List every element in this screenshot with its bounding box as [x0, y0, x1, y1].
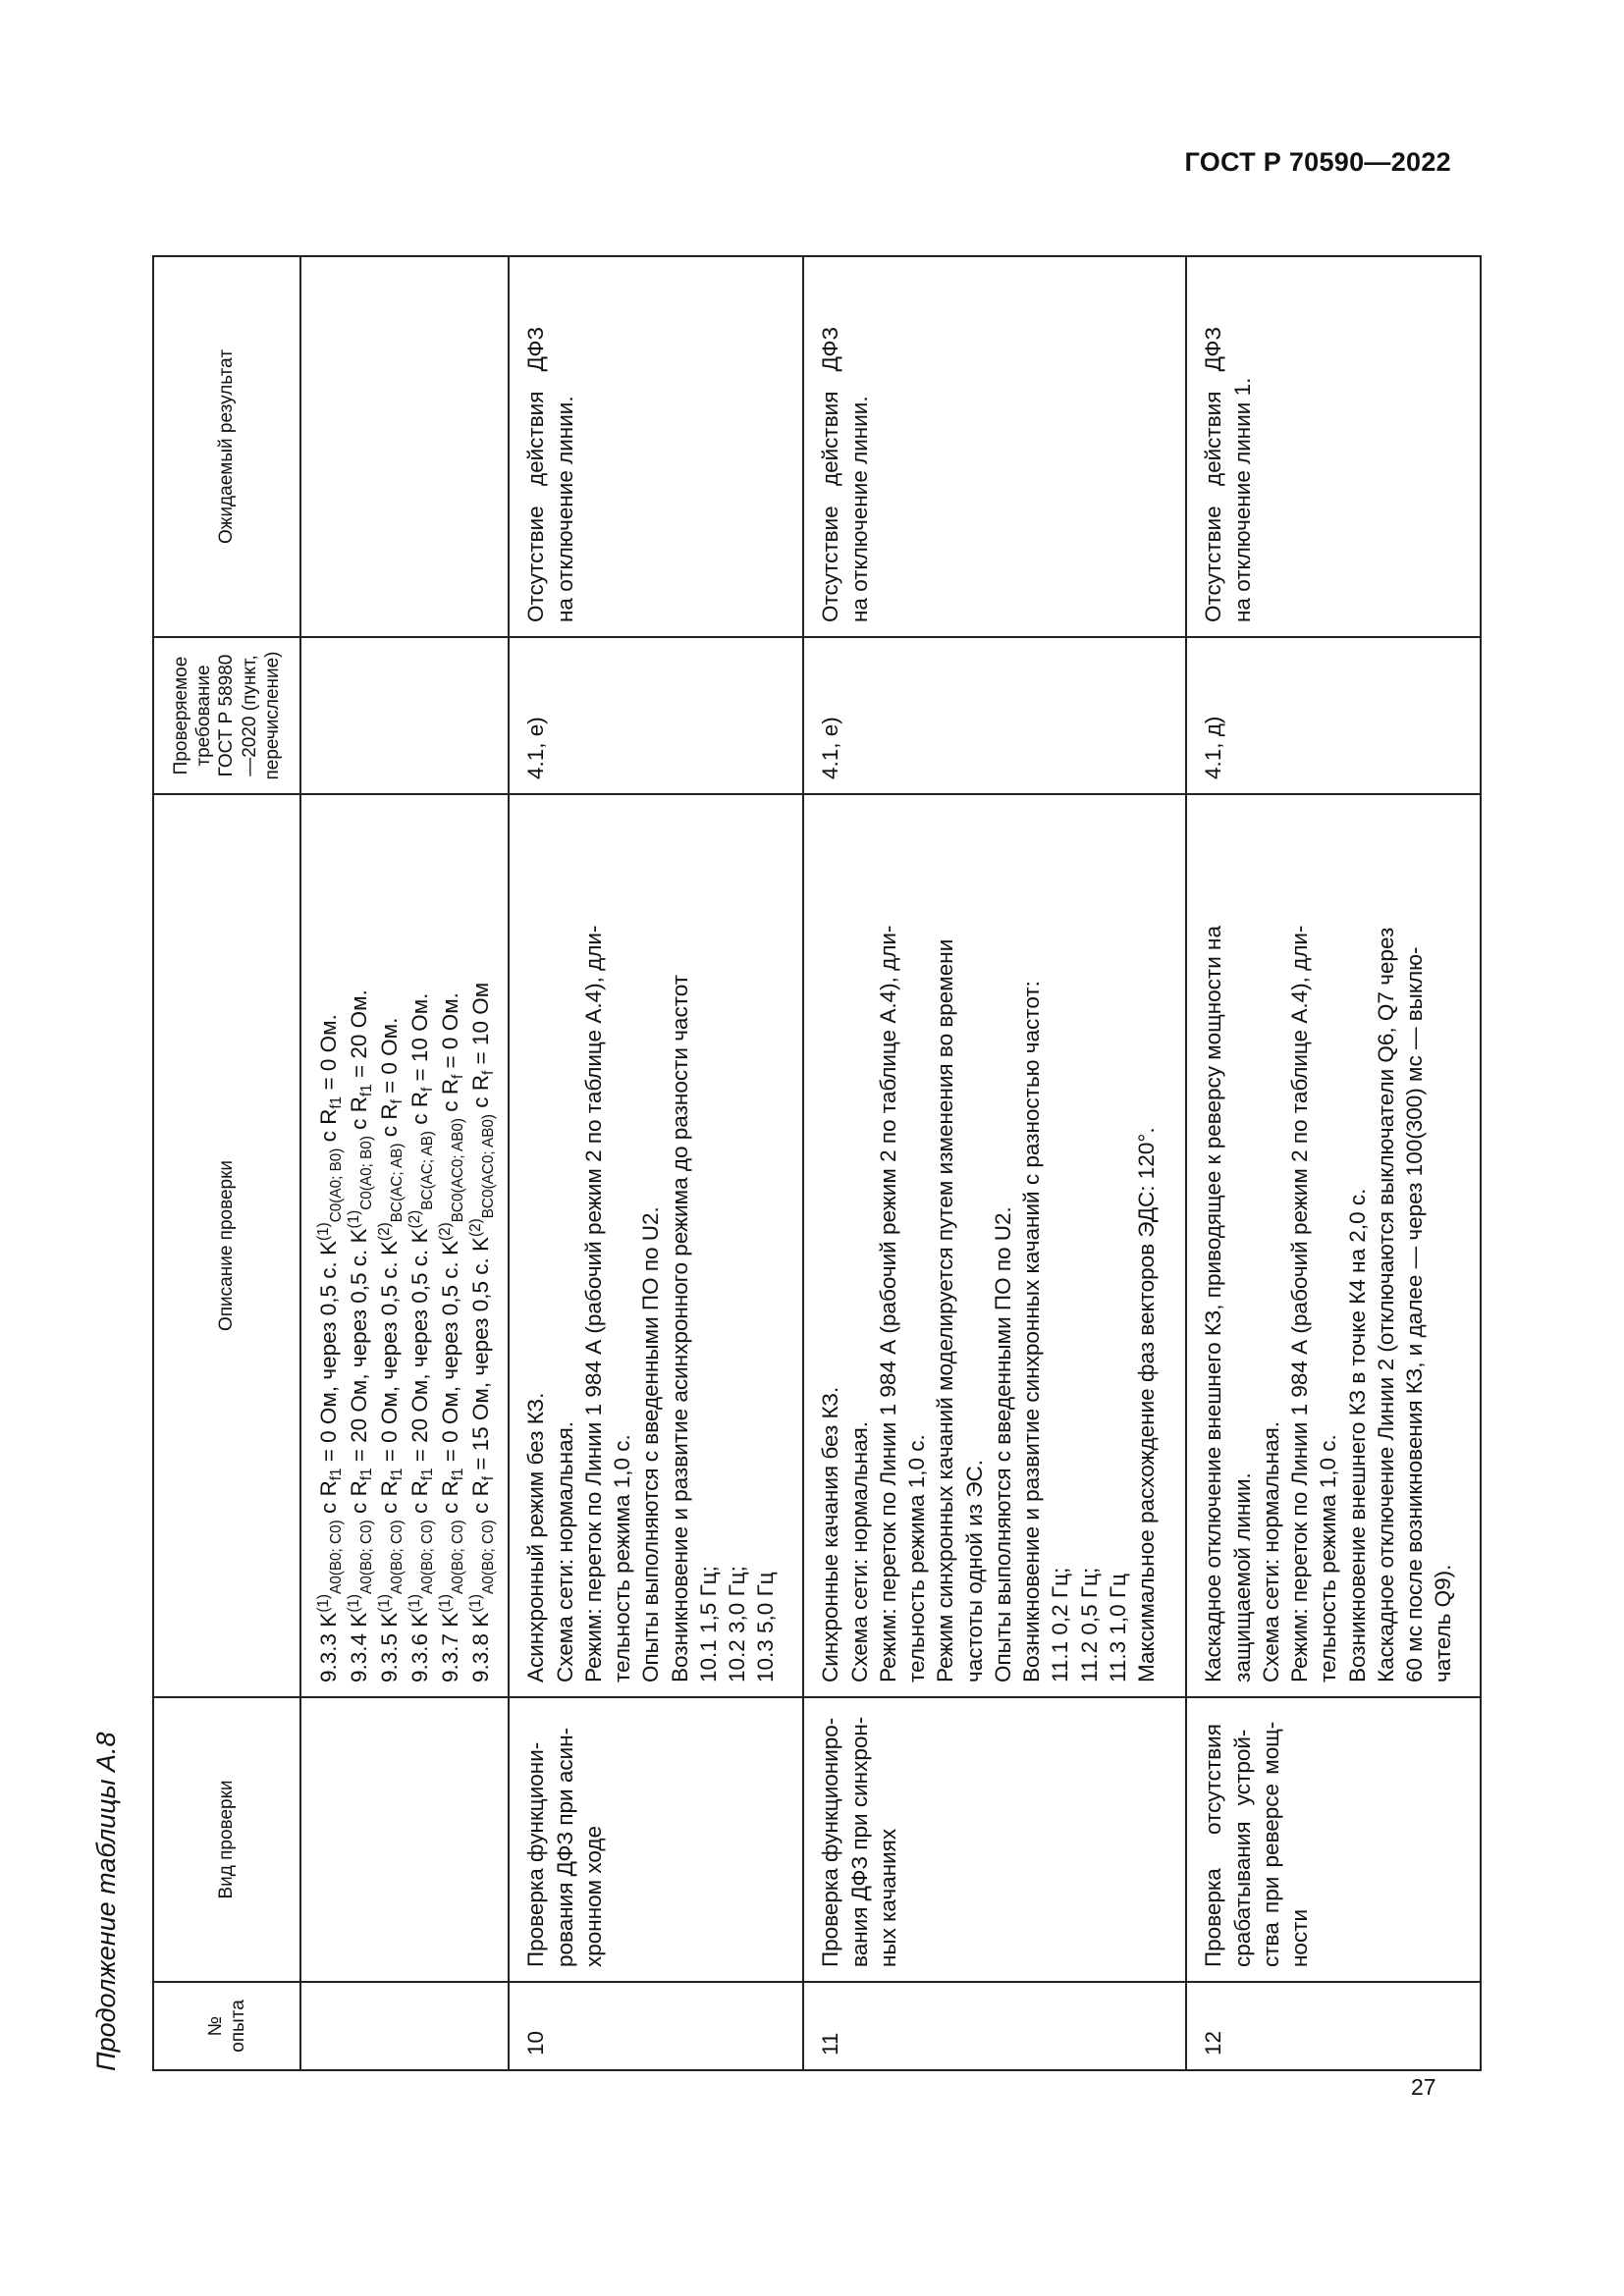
- measure-part: с: [347, 1496, 372, 1521]
- measure-part: K: [438, 1240, 463, 1255]
- measure-part: 20: [347, 1417, 372, 1443]
- desc-line: частоты одной из ЭС.: [961, 1460, 987, 1682]
- rotated-table-block: [91, 231, 1456, 2096]
- measure-part: 0: [438, 1037, 463, 1050]
- measure-part: 0: [438, 1430, 463, 1443]
- page-number: 27: [1411, 2074, 1436, 2100]
- subscript: BC(AC; AB): [388, 1143, 406, 1223]
- measure-part: Ом: [347, 995, 372, 1035]
- measure-part: , через 0,5 с.: [438, 1255, 463, 1393]
- measure-part: R: [407, 1091, 433, 1108]
- measure-part: K: [438, 1612, 463, 1628]
- measure-line: 9.3.7 $K^{(1)}_{A0(B0; C0)}$ с $R_{f1} = 0$ Ом, через 0,5 с. $K^{(2)}_{BC0(AC0; AB0)}$ с $R_f = 0$ Ом.: [437, 992, 467, 1682]
- measure-part: =: [468, 1045, 494, 1071]
- measure-part: , через 0,5 с.: [347, 1243, 372, 1380]
- desc-line: чатель Q9).: [1431, 1564, 1456, 1682]
- measure-part: 0: [316, 1058, 341, 1072]
- measure-part: Ом: [316, 1392, 341, 1431]
- measure-part: 9.3.7: [438, 1632, 463, 1682]
- subscript: f1: [327, 1095, 345, 1109]
- measure-part: K: [377, 1240, 403, 1255]
- measure-part: K: [377, 1612, 403, 1628]
- cell-num: 11: [803, 1982, 1186, 2070]
- subscript: f1: [327, 1468, 345, 1481]
- desc-line: Каскадное отключение внешнего КЗ, приводящее к реверсу мощности на: [1201, 926, 1226, 1682]
- superscript: (1): [376, 1593, 394, 1613]
- desc-line: Схема сети: нормальная.: [846, 1420, 872, 1682]
- superscript: (1): [346, 1593, 363, 1613]
- measure-part: =: [377, 1442, 403, 1468]
- measure-part: 9.3.8: [468, 1632, 494, 1682]
- desc-line: 10.2 3,0 Гц;: [725, 1566, 750, 1682]
- desc-line: 10.3 5,0 Гц: [753, 1572, 779, 1682]
- kind-line: срабатывания устрой-: [1229, 1729, 1255, 1967]
- measure-part: 9.3.6: [407, 1632, 433, 1682]
- cell-result: [509, 256, 803, 637]
- measure-part: K: [468, 1612, 494, 1628]
- desc-line: Синхронные качания без КЗ.: [818, 1386, 843, 1682]
- measure-part: K: [347, 1612, 372, 1628]
- measure-part: =: [407, 1442, 433, 1468]
- cell-requirement: 4.1, д): [1186, 637, 1481, 794]
- cell-requirement: 4.1, е): [803, 637, 1186, 794]
- subscript: f1: [450, 1468, 467, 1481]
- desc-line: тельность режима 1,0 с.: [1316, 1434, 1341, 1682]
- desc-line: Режим: переток по Линии 1 984 А (рабочий режим 2 по таблице А.4), дли-: [875, 925, 900, 1682]
- desc-line: тельность режима 1,0 с.: [610, 1434, 635, 1682]
- standard-code: ГОСТ Р 70590—2022: [1184, 147, 1451, 177]
- cell-kind: [803, 1697, 1186, 1982]
- subscript: f: [388, 1099, 406, 1104]
- measure-part: Ом: [377, 1023, 403, 1063]
- measure-part: R: [377, 1480, 403, 1497]
- kind-line: Проверка отсутствия: [1201, 1724, 1226, 1967]
- measure-part: 10: [468, 1021, 494, 1046]
- desc-line: Возникновение и развитие асинхронного режима до разности частот: [667, 974, 692, 1682]
- measure-part: Ом: [438, 1392, 463, 1431]
- kind-line: ства при реверсе мощ-: [1258, 1721, 1283, 1967]
- measure-part: , через 0,5 с.: [407, 1243, 433, 1380]
- kind-line: ных качаниях: [875, 1828, 900, 1967]
- measure-part: Ом: [468, 1388, 494, 1427]
- cell-desc: [300, 794, 509, 1697]
- measure-part: , через 0,5 с.: [468, 1251, 494, 1389]
- superscript: (1): [315, 1593, 333, 1613]
- subscript: A0(B0; C0): [450, 1520, 467, 1594]
- measure-part: =: [438, 1049, 463, 1075]
- superscript: (2): [406, 1209, 424, 1229]
- subscript: f1: [357, 1084, 375, 1097]
- measure-part: с: [438, 1095, 463, 1118]
- measure-part: R: [438, 1078, 463, 1095]
- kind-line: вания ДФЗ при синхрон-: [846, 1716, 872, 1967]
- desc-line: Максимальное расхождение фаз векторов ЭДС: 120°.: [1134, 1127, 1160, 1682]
- table-row: [803, 256, 1186, 2070]
- desc-line: Режим синхронных качаний моделируется путем изменения во времени: [933, 938, 958, 1682]
- kind-line: ности: [1287, 1908, 1313, 1967]
- subscript: BC0(AC0; AB0): [450, 1117, 467, 1223]
- superscript: (1): [346, 1209, 363, 1229]
- measure-line: 9.3.3 $K^{(1)}_{A0(B0; C0)}$ с $R_{f1} = 0$ Ом, через 0,5 с. $K^{(1)}_{C0(A0; B0)}$ с $R_{f1} = 0$ Ом.: [315, 1014, 345, 1682]
- desc-line: Возникновение и развитие синхронных качаний с разностью частот:: [1019, 981, 1045, 1682]
- cell-num: [300, 1982, 509, 2070]
- measure-part: Ом: [316, 1020, 341, 1059]
- subscript: f1: [388, 1468, 406, 1481]
- superscript: (1): [437, 1593, 455, 1613]
- table-header-row: [153, 256, 300, 2070]
- subscript: A0(B0; C0): [357, 1520, 375, 1594]
- desc-line: 10.1 1,5 Гц;: [695, 1566, 721, 1682]
- subscript: C0(A0; B0): [357, 1136, 375, 1210]
- measure-part: K: [407, 1228, 433, 1244]
- measure-part: Ом: [438, 998, 463, 1038]
- cell-desc: [803, 794, 1186, 1697]
- result-line: Отсутствие действия ДФЗ: [818, 326, 843, 622]
- measure-part: Ом: [468, 982, 494, 1022]
- measure-part: с: [377, 1496, 403, 1521]
- subscript: A0(B0; C0): [480, 1520, 498, 1594]
- measure-part: с: [407, 1496, 433, 1521]
- cell-desc: [509, 794, 803, 1697]
- table-caption: Продолжение таблицы А.8: [91, 1732, 121, 2071]
- cell-num: 12: [1186, 1982, 1481, 2070]
- subscript: BC(AC; AB): [419, 1131, 437, 1210]
- measure-part: 15: [468, 1426, 494, 1452]
- measure-part: 20: [347, 1034, 372, 1059]
- col-header-kind: Вид проверки: [153, 1697, 300, 1982]
- col-header-desc: Описание проверки: [153, 794, 300, 1697]
- measure-part: с: [316, 1124, 341, 1148]
- measure-part: R: [377, 1103, 403, 1120]
- measure-part: 0: [377, 1062, 403, 1075]
- cell-kind: [1186, 1697, 1481, 1982]
- measure-part: K: [316, 1240, 341, 1255]
- measure-part: Ом: [407, 1379, 433, 1418]
- measure-part: , через 0,5 с.: [316, 1255, 341, 1393]
- result-line: Отсутствие действия ДФЗ: [523, 326, 549, 622]
- measure-part: с: [347, 1112, 372, 1137]
- measure-part: 0: [377, 1430, 403, 1443]
- result-line: на отключение линии.: [552, 396, 577, 622]
- measure-part: 10: [407, 1038, 433, 1063]
- desc-line: 11.3 1,0 Гц: [1105, 1574, 1130, 1682]
- desc-line: Режим: переток по Линии 1 984 А (рабочий режим 2 по таблице А.4), дли-: [1287, 925, 1313, 1682]
- desc-line: Опыты выполняются с введенными ПО по U2.: [990, 1206, 1015, 1682]
- measure-line: 9.3.5 $K^{(1)}_{A0(B0; C0)}$ с $R_{f1} = 0$ Ом, через 0,5 с. $K^{(2)}_{BC(AC; AB)}$ с $R_f = 0$ Ом.: [376, 1017, 406, 1682]
- measure-part: 9.3.5: [377, 1632, 403, 1682]
- measure-line: 9.3.6 $K^{(1)}_{A0(B0; C0)}$ с $R_{f1} = 20$ Ом, через 0,5 с. $K^{(2)}_{BC(AC; AB)}$ с $R_f = 10$ Ом.: [406, 992, 437, 1682]
- measure-part: =: [347, 1442, 372, 1468]
- measure-part: =: [316, 1442, 341, 1468]
- measure-part: =: [438, 1442, 463, 1468]
- subscript: A0(B0; C0): [388, 1520, 406, 1594]
- measure-part: R: [468, 1074, 494, 1092]
- measure-part: =: [377, 1074, 403, 1100]
- col-header-num: № опыта: [153, 1982, 300, 2070]
- measure-part: K: [316, 1612, 341, 1628]
- superscript: (1): [406, 1593, 424, 1613]
- measure-part: 20: [407, 1417, 433, 1443]
- cell-kind: [300, 1697, 509, 1982]
- measure-part: Ом: [407, 998, 433, 1039]
- measure-part: Ом: [377, 1392, 403, 1431]
- measure-part: , через 0,5 с.: [377, 1255, 403, 1393]
- subscript: f: [450, 1074, 467, 1079]
- superscript: (2): [376, 1222, 394, 1241]
- measure-part: R: [468, 1480, 494, 1497]
- desc-line: Асинхронный режим без КЗ.: [523, 1392, 549, 1682]
- measure-part: с: [407, 1107, 433, 1131]
- measure-part: с: [468, 1091, 494, 1114]
- result-line: на отключение линии 1.: [1229, 377, 1255, 622]
- measure-part: Ом: [347, 1379, 372, 1418]
- subscript: f1: [357, 1468, 375, 1481]
- desc-line: защищаемой линии.: [1229, 1472, 1255, 1682]
- subscript: f: [480, 1476, 498, 1481]
- cell-desc: [1186, 794, 1481, 1697]
- subscript: BC0(AC0; AB0): [480, 1113, 498, 1219]
- measure-part: R: [347, 1096, 372, 1113]
- col-header-requirement: Проверяемое требование ГОСТ Р 58980—2020 (пункт, перечисление): [153, 637, 300, 794]
- measure-part: с: [438, 1496, 463, 1521]
- measure-part: с: [468, 1496, 494, 1521]
- superscript: (1): [467, 1593, 485, 1613]
- measure-part: R: [316, 1480, 341, 1497]
- measure-part: =: [316, 1071, 341, 1096]
- measure-part: K: [347, 1228, 372, 1244]
- table-row: [509, 256, 803, 2070]
- cell-num: 10: [509, 1982, 803, 2070]
- desc-line: Каскадное отключение Линии 2 (отключаются выключатели Q6, Q7 через: [1373, 927, 1398, 1682]
- subscript: f: [480, 1070, 498, 1075]
- cell-result: [1186, 256, 1481, 637]
- result-line: Отсутствие действия ДФЗ: [1201, 326, 1226, 622]
- superscript: (2): [467, 1218, 485, 1237]
- kind-line: рования ДФЗ при асин-: [552, 1727, 577, 1967]
- desc-line: Схема сети: нормальная.: [552, 1420, 577, 1682]
- measure-part: 9.3.3: [316, 1632, 341, 1682]
- desc-line: 60 мс после возникновения КЗ, и далее — через 100(300) мс — выклю-: [1402, 946, 1428, 1682]
- measure-part: с: [377, 1119, 403, 1144]
- measure-part: =: [407, 1062, 433, 1088]
- subscript: C0(A0; B0): [327, 1148, 345, 1223]
- measure-part: 9.3.4: [347, 1632, 372, 1682]
- desc-line: Схема сети: нормальная.: [1258, 1420, 1283, 1682]
- desc-line: Режим: переток по Линии 1 984 А (рабочий режим 2 по таблице А.4), дли-: [580, 925, 606, 1682]
- measure-part: K: [468, 1236, 494, 1252]
- kind-line: Проверка функциониро-: [818, 1717, 843, 1967]
- subscript: A0(B0; C0): [327, 1520, 345, 1594]
- result-line: на отключение линии.: [846, 396, 872, 622]
- superscript: (2): [437, 1222, 455, 1241]
- desc-line: тельность режима 1,0 с.: [904, 1434, 930, 1682]
- table-row-continuation: [300, 256, 509, 2070]
- measure-part: R: [316, 1108, 341, 1125]
- table-row: [1186, 256, 1481, 2070]
- subscript: A0(B0; C0): [419, 1520, 437, 1594]
- measure-part: с: [316, 1496, 341, 1521]
- cell-requirement: 4.1, е): [509, 637, 803, 794]
- cell-requirement: [300, 637, 509, 794]
- col-header-result: Ожидаемый результат: [153, 256, 300, 637]
- cell-result: [300, 256, 509, 637]
- measure-part: 0: [316, 1430, 341, 1443]
- desc-line: 11.2 0,5 Гц;: [1076, 1567, 1102, 1682]
- measure-part: K: [407, 1612, 433, 1628]
- kind-line: хронном ходе: [580, 1825, 606, 1967]
- measure-line: 9.3.4 $K^{(1)}_{A0(B0; C0)}$ с $R_{f1} = 20$ Ом, через 0,5 с. $K^{(1)}_{C0(A0; B0)}$ с $R_{f1} = 20$ Ом.: [346, 989, 375, 1682]
- cell-result: [803, 256, 1186, 637]
- desc-line: Возникновение внешнего КЗ в точке К4 на 2,0 с.: [1344, 1188, 1370, 1682]
- superscript: (1): [315, 1222, 333, 1241]
- measure-part: =: [468, 1451, 494, 1477]
- measure-part: R: [347, 1480, 372, 1497]
- subscript: f: [419, 1087, 437, 1092]
- measure-part: =: [347, 1058, 372, 1085]
- desc-line: Опыты выполняются с введенными ПО по U2.: [638, 1206, 664, 1682]
- kind-line: Проверка функциони-: [523, 1741, 549, 1967]
- cell-kind: [509, 1697, 803, 1982]
- measure-part: R: [407, 1480, 433, 1497]
- subscript: f1: [419, 1468, 437, 1481]
- desc-line: 11.1 0,2 Гц;: [1048, 1567, 1073, 1682]
- measure-line: [465, 809, 496, 1682]
- measure-part: R: [438, 1480, 463, 1497]
- test-table: [152, 255, 1482, 2071]
